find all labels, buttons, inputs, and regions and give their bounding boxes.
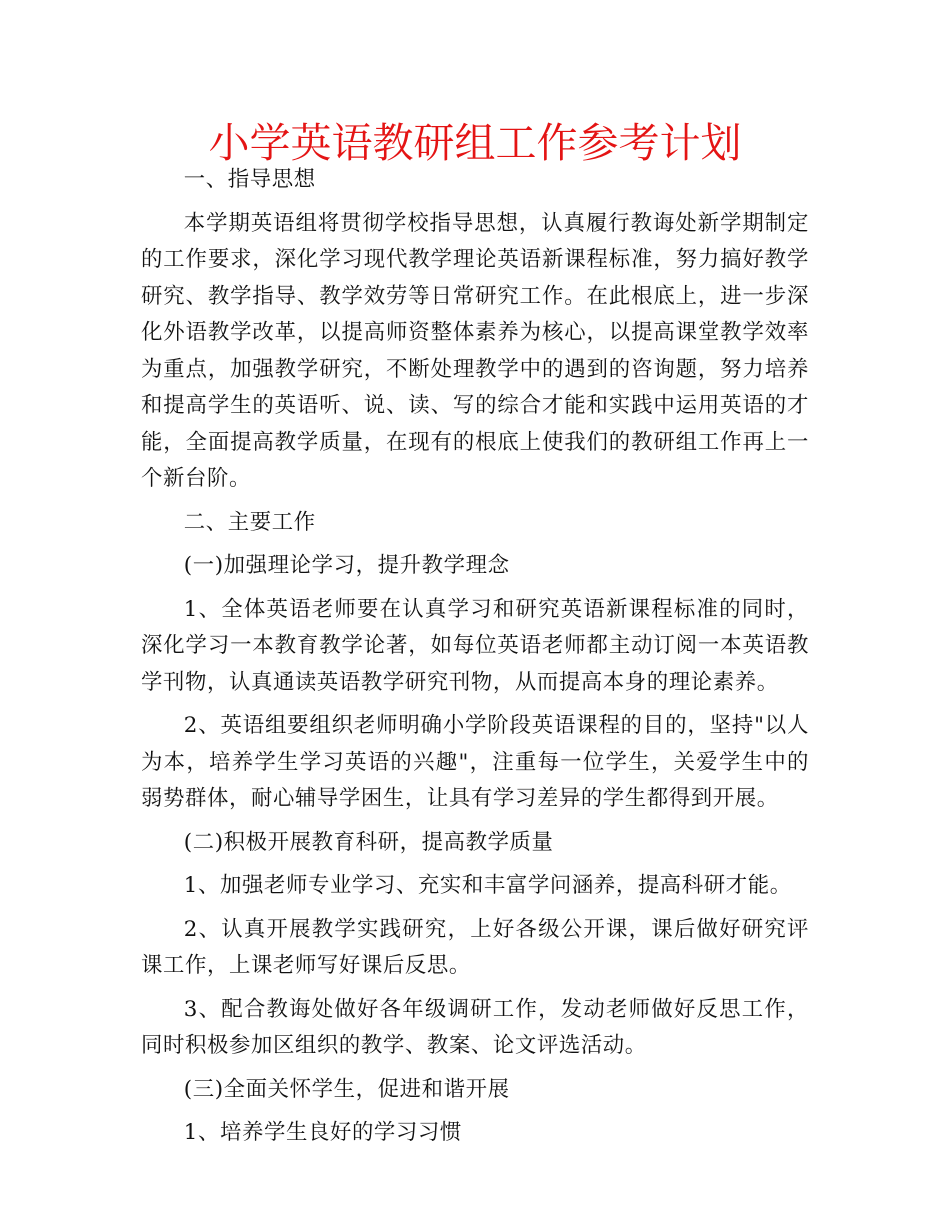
paragraph-guiding-thought: 本学期英语组将贯彻学校指导思想，认真履行教诲处新学期制定的工作要求，深化学习现代教学理论英语新课程标准，努力搞好教学研究、教学指导、教学效劳等日常研究工作。在此根底上，进一步深化外语教学改革，以提高师资整体素养为核心，以提高课堂教学效率为重点，加强教学研究，不断处理教学中的遇到的咨询题，努力培养和提高学生的英语听、说、读、写的综合才能和实践中运用英语的才能，全面提高教学质量，在现有的根底上使我们的教研组工作再上一个新台阶。	[141, 210, 809, 491]
subheading-research: (二)积极开展教育科研，提高教学质量	[183, 829, 554, 855]
document-body	[141, 162, 809, 1159]
paragraph-research-item-3: 3、配合教诲处做好各年级调研工作，发动老师做好反思工作，同时积极参加区组织的教学、教案、论文评选活动。	[141, 996, 809, 1058]
subheading-theory-study: (一)加强理论学习，提升教学理念	[183, 553, 510, 578]
section-heading-guiding-thought: 一、指导思想	[183, 167, 316, 192]
paragraph-research-item-2: 2、认真开展教学实践研究，上好各级公开课，课后做好研究评课工作，上课老师写好课后反思。	[141, 916, 809, 978]
paragraph-student-care-item-1: 1、培养学生良好的学习习惯	[183, 1120, 462, 1145]
paragraph-research-item-1: 1、加强老师专业学习、充实和丰富学问涵养，提高科研才能。	[183, 873, 792, 898]
document-title: 小学英语教研组工作参考计划	[208, 119, 742, 167]
subheading-student-care: (三)全面关怀学生，促进和谐开展	[183, 1076, 510, 1102]
paragraph-theory-item-2: 2、英语组要组织老师明确小学阶段英语课程的目的，坚持"以人为本，培养学生学习英语的兴趣"，注重每一位学生，关爱学生中的弱势群体，耐心辅导学困生，让具有学习差异的学生都得到开展。	[141, 713, 809, 811]
paragraph-theory-item-1: 1、全体英语老师要在认真学习和研究英语新课程标准的同时，深化学习一本教育教学论著，如每位英语老师都主动订阅一本英语教学刊物，认真通读英语教学研究刊物，从而提高本身的理论素养。	[141, 596, 809, 695]
section-heading-main-work: 二、主要工作	[183, 509, 316, 535]
